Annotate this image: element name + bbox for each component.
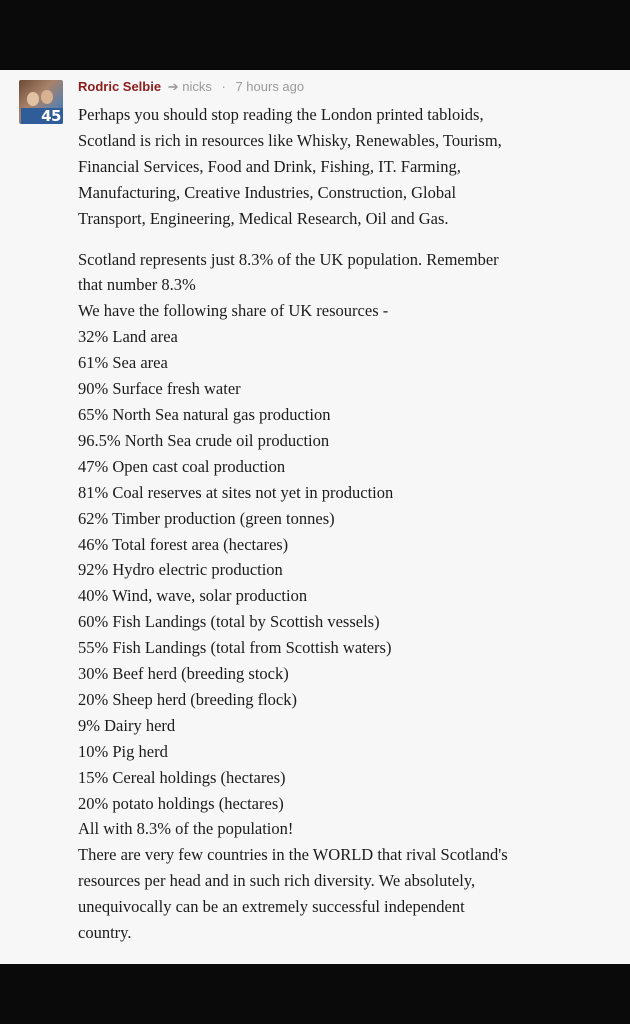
text-line: We have the following share of UK resources - [78,301,389,321]
timestamp[interactable]: 7 hours ago [235,79,305,94]
resource-item: 81% Coal reserves at sites not yet in production [78,482,394,502]
separator: · [221,79,226,94]
resource-item: 15% Cereal holdings (hectares) [78,767,286,787]
text-line: resources per head and in such rich diversity. We absolutely, [78,871,476,891]
text-line: Scotland represents just 8.3% of the UK population. Remember [78,249,499,269]
text-line: Perhaps you should stop reading the London printed tabloids, [78,105,484,124]
text-line: country. [78,923,132,943]
resource-item: 9% Dairy herd [78,715,176,735]
text-line: Scotland is rich in resources like Whisky, Renewables, Tourism, [78,130,502,150]
intro-paragraph [78,102,623,232]
text-line: All with 8.3% of the population! [78,819,294,839]
comment-body [78,102,623,946]
resource-item: 60% Fish Landings (total by Scottish vessels) [78,612,380,632]
text-line: Financial Services, Food and Drink, Fishing, IT. Farming, [78,156,461,176]
avatar-photo [41,90,53,104]
resource-item: 10% Pig herd [78,741,168,761]
resource-item: 65% North Sea natural gas production [78,404,331,424]
text-line: There are very few countries in the WORLD that rival Scotland's [78,845,508,865]
resource-item: 55% Fish Landings (total from Scottish waters) [78,638,392,658]
text-line: that number 8.3% [78,275,196,295]
reply-to-user[interactable]: nicks [182,79,212,94]
reply-arrow-icon: ➔ [167,79,179,94]
comment-card [0,70,630,964]
resource-item: 90% Surface fresh water [78,379,241,399]
resource-item: 96.5% North Sea crude oil production [78,430,330,450]
resources-paragraph [78,247,623,946]
text-line: Transport, Engineering, Medical Research, Oil and Gas. [78,208,449,228]
resource-item: 92% Hydro electric production [78,560,283,580]
resource-item: 40% Wind, wave, solar production [78,586,308,606]
resource-item: 32% Land area [78,327,178,347]
resource-item: 20% Sheep herd (breeding flock) [78,689,298,709]
resource-item: 61% Sea area [78,353,168,373]
author-name[interactable]: Rodric Selbie [78,79,162,94]
avatar[interactable] [19,80,63,124]
comment-header [78,78,304,96]
resource-item: 46% Total forest area (hectares) [78,534,289,554]
resource-item: 47% Open cast coal production [78,456,286,476]
avatar-badge: 45 [21,108,63,124]
resource-item: 62% Timber production (green tonnes) [78,508,335,528]
text-line: Manufacturing, Creative Industries, Construction, Global [78,182,457,202]
avatar-photo [27,92,39,106]
text-line: unequivocally can be an extremely successful independent [78,897,465,917]
resource-item: 30% Beef herd (breeding stock) [78,664,289,684]
resource-item: 20% potato holdings (hectares) [78,793,284,813]
